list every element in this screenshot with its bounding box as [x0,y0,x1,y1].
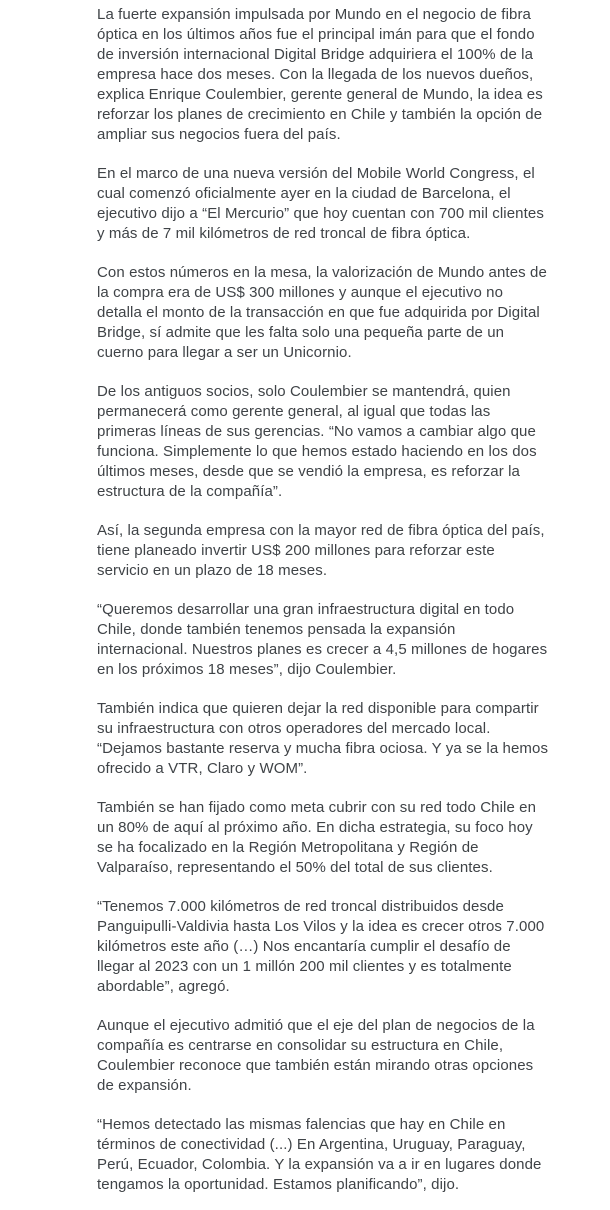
article-paragraph: Así, la segunda empresa con la mayor red de fibra óptica del país, tiene planeado invertir US$ 200 millones para reforzar este servicio en un plazo de 18 meses. [97,522,545,579]
article-paragraph: Aunque el ejecutivo admitió que el eje del plan de negocios de la compañía es centrarse en consolidar su estructura en Chile, Coulembier reconoce que también están mirando otras opciones de expansión. [97,1017,535,1094]
article-paragraph: “Queremos desarrollar una gran infraestructura digital en todo Chile, donde también tenemos pensada la expansión internacional. Nuestros planes es crecer a 4,5 millones de hogares en los próximos 18 meses”, dijo Coulembier. [97,601,548,678]
article-paragraph: También indica que quieren dejar la red disponible para compartir su infraestructura con otros operadores del mercado local. “Dejamos bastante reserva y mucha fibra ociosa. Y ya se la hemos ofrecido a VTR, Claro y WOM”. [97,700,549,777]
article-paragraph: En el marco de una nueva versión del Mobile World Congress, el cual comenzó oficialmente ayer en la ciudad de Barcelona, el ejecutivo dijo a “El Mercurio” que hoy cuentan con 700 mil clientes y más de 7 mil kilómetros de red troncal de fibra óptica. [97,165,544,242]
article-paragraph: De los antiguos socios, solo Coulembier se mantendrá, quien permanecerá como gerente general, al igual que todas las primeras líneas de sus gerencias. “No vamos a cambiar algo que funciona. Simplemente lo que hemos estado haciendo en los dos últimos meses, desde que se vendió la empresa, es reforzar la estructura de la compañía”. [97,383,537,500]
article-paragraph: También se han fijado como meta cubrir con su red todo Chile en un 80% de aquí al próximo año. En dicha estrategia, su foco hoy se ha focalizado en la Región Metropolitana y Región de Valparaíso, representando el 50% del total de sus clientes. [97,799,537,876]
article-paragraph: Con estos números en la mesa, la valorización de Mundo antes de la compra era de US$ 300 millones y aunque el ejecutivo no detalla el monto de la transacción en que fue adquirida por Digital Bridge, sí admite que les falta solo una pequeña parte de un cuerno para llegar a ser un Unicornio. [97,264,547,361]
article-paragraph: La fuerte expansión impulsada por Mundo en el negocio de fibra óptica en los últimos años fue el principal imán para que el fondo de inversión internacional Digital Bridge adquiriera el 100% de la empresa hace dos meses. Con la llegada de los nuevos dueños, explica Enrique Coulembier, gerente general de Mundo, la idea es reforzar los planes de crecimiento en Chile y también la opción de ampliar sus negocios fuera del país. [97,6,543,143]
article-paragraph: “Tenemos 7.000 kilómetros de red troncal distribuidos desde Panguipulli-Valdivia hasta Los Vilos y la idea es crecer otros 7.000 kilómetros este año (…) Nos encantaría cumplir el desafío de llegar al 2023 con un 1 millón 200 mil clientes y es totalmente abordable”, agregó. [97,898,545,995]
article-paragraph: “Hemos detectado las mismas falencias que hay en Chile en términos de conectividad (...) En Argentina, Uruguay, Paraguay, Perú, Ecuador, Colombia. Y la expansión va a ir en lugares donde tengamos la oportunidad. Estamos planificando”, dijo. [97,1116,542,1193]
